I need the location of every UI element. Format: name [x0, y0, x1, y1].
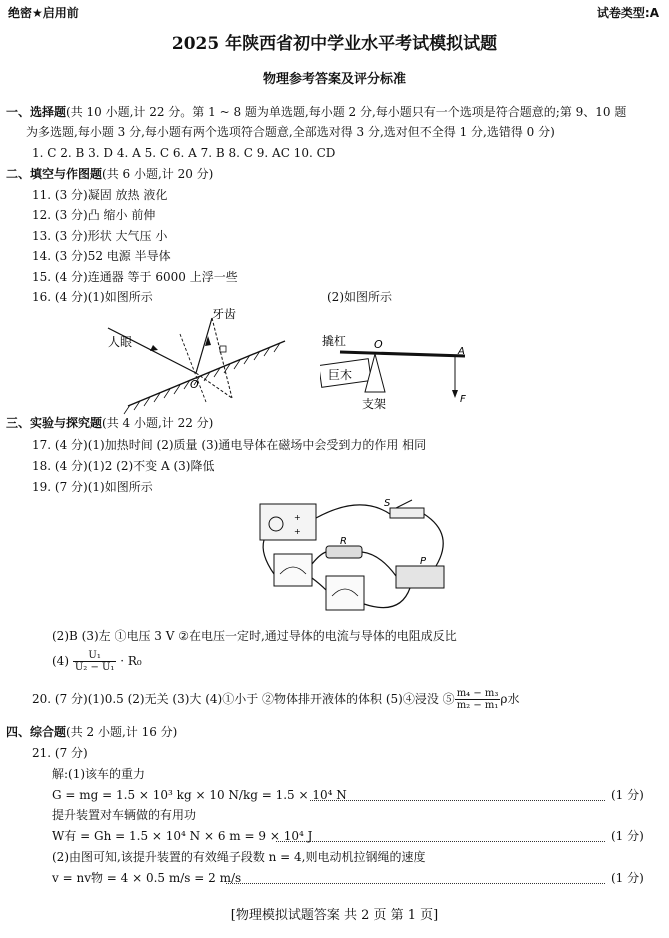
section2-heading: 二、填空与作图题	[6, 167, 103, 181]
section1-desc: (共 10 小题,计 22 分。第 1 ~ 8 题为单选题,每小题 2 分,每小题只有一个选项是符合题意的;第 9、10 题	[66, 105, 627, 119]
q16a: 16. (4 分)(1)如图所示	[32, 290, 153, 304]
label-eye: 人眼	[108, 335, 133, 349]
score-1: (1 分)	[611, 788, 644, 802]
q19: 19. (7 分)(1)如图所示	[32, 480, 153, 494]
dotted-leader	[276, 841, 605, 842]
section4-heading: 四、综合题	[6, 725, 67, 739]
label-a: A	[458, 346, 465, 357]
q18: 18. (4 分)(1)2 (2)不变 A (3)降低	[32, 459, 215, 473]
section1-answers: 1. C 2. B 3. D 4. A 5. C 6. A 7. B 8. C 9. AC 10. CD	[32, 146, 336, 160]
page-footer: [物理模拟试题答案 共 2 页 第 1 页]	[230, 908, 439, 923]
lever-diagram	[320, 332, 480, 414]
reflection-diagram	[100, 306, 300, 416]
q19-4-den: U₂ − U₁	[74, 662, 115, 673]
label-support: 支架	[362, 397, 387, 411]
paper-type: 试卷类型:A	[596, 6, 659, 20]
q11: 11. (3 分)凝固 放热 液化	[32, 188, 168, 202]
label-s: S	[384, 498, 391, 509]
label-wood: 巨木	[328, 368, 353, 382]
section1-desc2: 为多选题,每小题 3 分,每小题有两个选项符合题意,全部选对得 3 分,选对但不全得 1 分,选错得 0 分)	[26, 125, 555, 139]
label-o1: O	[190, 378, 199, 391]
dotted-leader	[310, 800, 605, 801]
score-3: (1 分)	[611, 871, 644, 885]
q21-line3: 提升装置对车辆做的有用功	[52, 808, 197, 822]
score-2: (1 分)	[611, 829, 644, 843]
section3-heading: 三、实验与探究题	[6, 416, 103, 430]
q20-fraction	[455, 688, 501, 711]
label-tooth: 牙齿	[212, 307, 237, 321]
q21-line4: W有 = Gh = 1.5 × 10⁴ N × 6 m = 9 × 10⁴ J	[52, 829, 313, 843]
q13: 13. (3 分)形状 大气压 小	[32, 229, 168, 243]
q19-4-suffix: · R₀	[120, 654, 142, 668]
q20-suffix: ρ水	[500, 692, 520, 706]
q20	[32, 688, 519, 711]
section2-desc: (共 6 小题,计 20 分)	[102, 167, 214, 181]
q19-4	[52, 650, 142, 673]
section4-line	[6, 725, 177, 740]
q19-4-fraction	[73, 650, 117, 673]
q16b: (2)如图所示	[327, 290, 392, 304]
q14: 14. (3 分)52 电源 半导体	[32, 249, 171, 263]
section3-line	[6, 416, 213, 431]
q20-text: 20. (7 分)(1)0.5 (2)无关 (3)大 (4)①小于 ②物体排开液体的体积 (5)④浸没 ⑤	[32, 692, 455, 706]
q21-line1: 解:(1)该车的重力	[52, 767, 146, 781]
q17: 17. (4 分)(1)加热时间 (2)质量 (3)通电导体在磁场中会受到力的作用 相同	[32, 438, 427, 452]
q20-den: m₂ − m₁	[456, 700, 499, 711]
secret-label: 绝密★启用前	[8, 6, 79, 20]
q20-num: m₄ − m₃	[456, 688, 499, 699]
label-lever: 撬杠	[322, 334, 347, 348]
section4-desc: (共 2 小题,计 16 分)	[66, 725, 178, 739]
svg-text:+: +	[294, 513, 301, 522]
label-r: R	[340, 536, 347, 547]
page-title: 2025 年陕西省初中学业水平考试模拟试题	[171, 34, 498, 54]
q19-4-num: U₁	[73, 650, 117, 662]
q12: 12. (3 分)凸 缩小 前伸	[32, 208, 156, 222]
section3-desc: (共 4 小题,计 22 分)	[102, 416, 214, 430]
label-f: F	[460, 394, 466, 405]
q21: 21. (7 分)	[32, 746, 88, 760]
q21-line6: v = nv物 = 4 × 0.5 m/s = 2 m/s	[52, 871, 242, 885]
page-subtitle: 物理参考答案及评分标准	[262, 72, 406, 87]
q21-line5: (2)由图可知,该提升装置的有效绳子段数 n = 4,则电动机拉钢绳的速度	[52, 850, 426, 864]
section1-line1	[6, 105, 626, 120]
section1-heading: 一、选择题	[6, 105, 67, 119]
label-p: P	[420, 556, 427, 567]
q15: 15. (4 分)连通器 等于 6000 上浮一些	[32, 270, 238, 284]
svg-text:+: +	[294, 527, 301, 536]
q19-4-prefix: (4)	[52, 654, 69, 668]
section2-line	[6, 167, 213, 182]
dotted-leader	[226, 883, 605, 884]
q21-line2: G = mg = 1.5 × 10³ kg × 10 N/kg = 1.5 × 10⁴ N	[52, 788, 347, 802]
q19-2: (2)B (3)左 ①电压 3 V ②在电压一定时,通过导体的电流与导体的电阻成反比	[52, 629, 457, 643]
circuit-diagram	[250, 494, 460, 619]
label-o2: O	[374, 338, 383, 351]
